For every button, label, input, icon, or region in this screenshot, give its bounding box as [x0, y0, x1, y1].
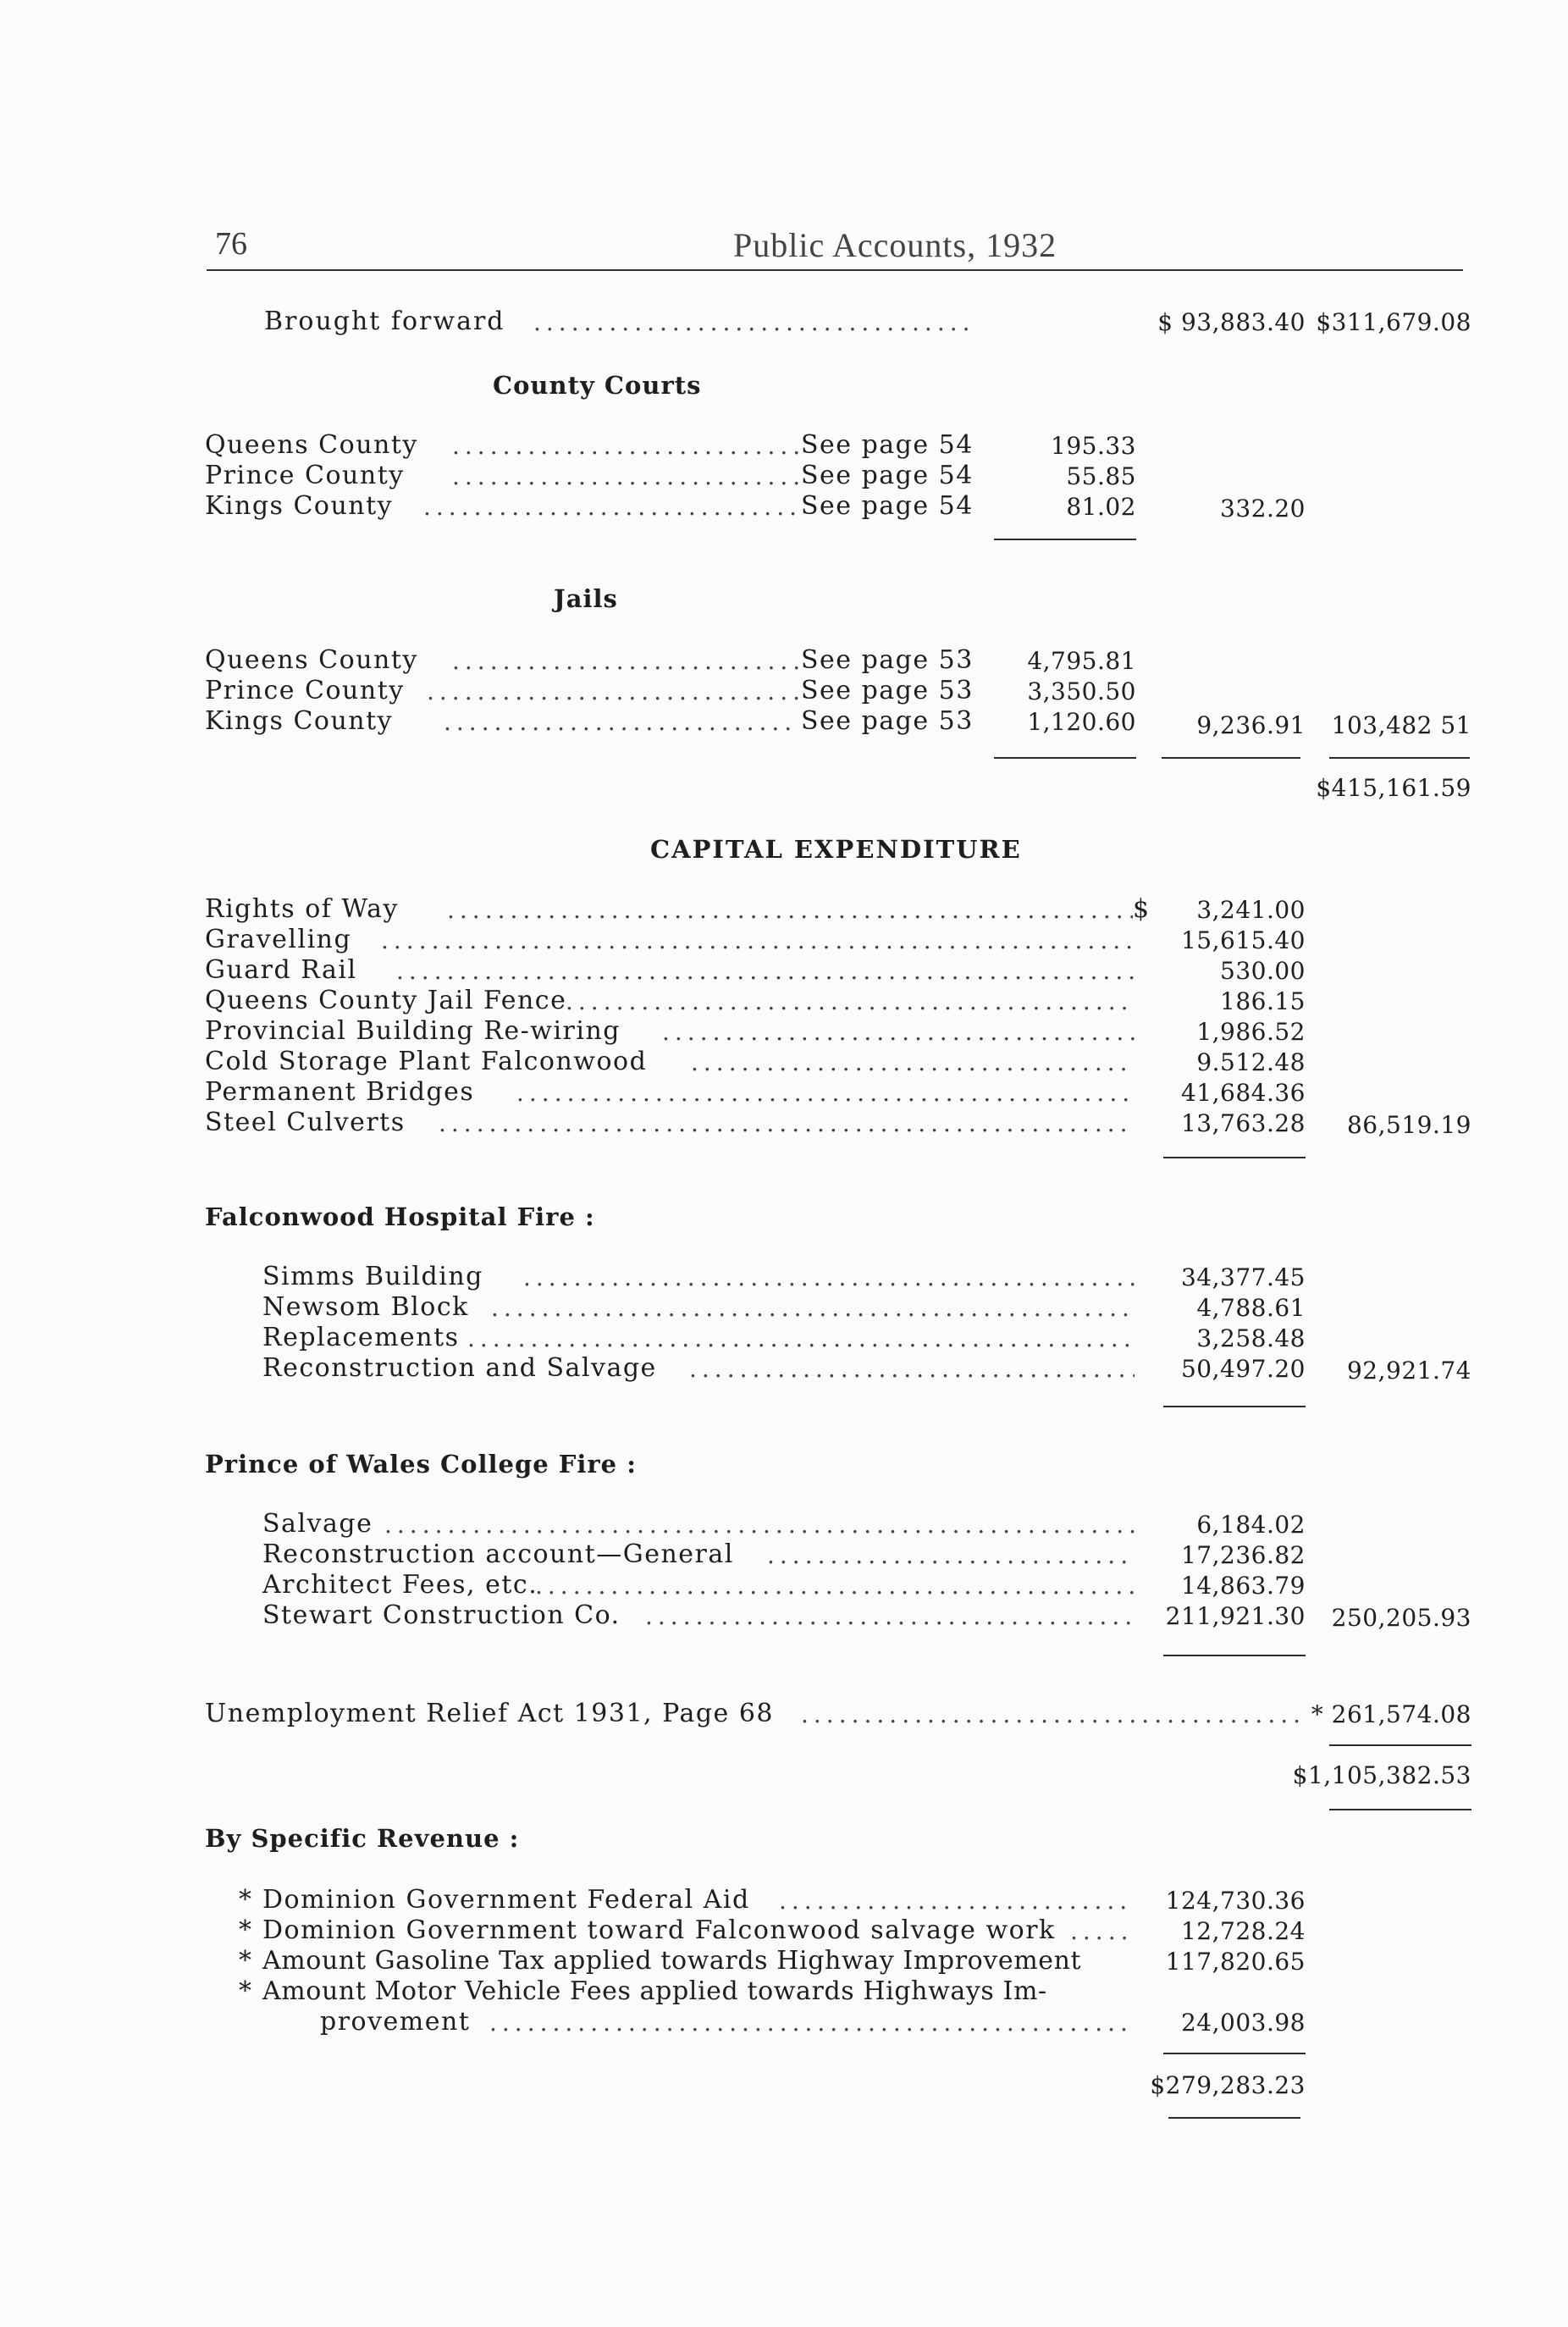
leader-dots [645, 1602, 1135, 1628]
capital-amount: 3,241.00 [1196, 896, 1306, 924]
county-courts-heading: County Courts [493, 371, 702, 400]
leader-dots [1070, 1917, 1126, 1943]
capital-label: Steel Culverts [205, 1108, 406, 1137]
pwc-amount: 14,863.79 [1180, 1572, 1306, 1600]
leader-dots [689, 1355, 1135, 1380]
leader-dots [444, 708, 799, 733]
revenue-amount: 124,730.36 [1165, 1887, 1306, 1915]
capital-amount: 530.00 [1220, 957, 1306, 985]
capital-label: Guard Rail [205, 955, 357, 985]
sum-rule [1162, 757, 1300, 759]
leader-dots [489, 2009, 1126, 2034]
asterisk-mark: * [239, 1946, 253, 1976]
header-rule [207, 269, 1463, 271]
revenue-label: Amount Gasoline Tax applied towards Highway Improvement [262, 1946, 1082, 1976]
revenue-label: Amount Motor Vehicle Fees applied towards Highways Im- [262, 1976, 1047, 2006]
leader-dots [535, 1572, 1135, 1597]
asterisk-mark: * [239, 1885, 253, 1915]
brought-forward-col4: $ 93,883.40 [1157, 308, 1306, 336]
pwc-label: Stewart Construction Co. [262, 1600, 621, 1630]
sum-rule [1329, 757, 1470, 759]
leader-dots [662, 1018, 1135, 1043]
falconwood-amount: 4,788.61 [1196, 1294, 1306, 1322]
capital-label: Provincial Building Re-wiring [205, 1016, 621, 1046]
asterisk-mark: * [239, 1976, 253, 2006]
sum-rule [1163, 1406, 1306, 1407]
leader-dots [447, 896, 1133, 921]
sum-rule [994, 757, 1136, 759]
sum-rule [1163, 1655, 1306, 1656]
revenue-label: Dominion Government Federal Aid [262, 1885, 750, 1915]
pwc-fire-heading: Prince of Wales College Fire : [205, 1450, 637, 1479]
pwc-amount: 17,236.82 [1180, 1541, 1306, 1569]
leader-dots [523, 1263, 1135, 1289]
pwc-label: Architect Fees, etc. [262, 1570, 538, 1600]
jails-heading: Jails [554, 584, 618, 613]
capital-label: Gravelling [205, 925, 352, 954]
pwc-amount: 211,921.30 [1165, 1602, 1306, 1630]
leader-dots [801, 1700, 1300, 1726]
asterisk-mark: * [239, 1915, 253, 1945]
specific-revenue-total: $279,283.23 [1150, 2071, 1306, 2099]
county-courts-amount: 55.85 [1066, 462, 1136, 490]
capital-amount: 1,986.52 [1196, 1018, 1306, 1046]
revenue-amount: 24,003.98 [1180, 2009, 1306, 2037]
capital-label: Permanent Bridges [205, 1077, 475, 1107]
unemployment-label: Unemployment Relief Act 1931, Page 68 [205, 1699, 775, 1728]
county-courts-label: Prince County [205, 461, 405, 490]
leader-dots [452, 432, 799, 457]
capital-heading: CAPITAL EXPENDITURE [650, 835, 1022, 864]
falconwood-total: 92,921.74 [1346, 1357, 1471, 1385]
sum-rule [1329, 1809, 1471, 1810]
jails-total: 9,236.91 [1196, 711, 1306, 739]
county-courts-ref: See page 54 [801, 461, 974, 490]
leader-dots [533, 308, 974, 334]
brought-forward-label: Brought forward [264, 307, 505, 336]
jails-amount: 4,795.81 [1027, 647, 1136, 675]
pwc-total: 250,205.93 [1331, 1604, 1471, 1632]
capital-label: Rights of Way [205, 894, 399, 924]
county-courts-amount: 81.02 [1066, 493, 1136, 521]
leader-dots [691, 1048, 1135, 1074]
sum-rule [1163, 1157, 1306, 1158]
brought-forward-col5: $311,679.08 [1316, 308, 1471, 336]
sum-rule [994, 539, 1136, 540]
jails-label: Kings County [205, 706, 394, 736]
page-number: 76 [215, 226, 247, 262]
unemployment-amount: * 261,574.08 [1311, 1700, 1471, 1728]
falconwood-fire-heading: Falconwood Hospital Fire : [205, 1202, 595, 1231]
jails-ref: See page 53 [801, 676, 974, 705]
leader-dots [767, 1541, 1135, 1567]
pwc-amount: 6,184.02 [1196, 1511, 1306, 1539]
capital-amount: 186.15 [1220, 987, 1306, 1015]
jails-label: Prince County [205, 676, 405, 705]
capital-amount: 15,615.40 [1180, 926, 1306, 954]
county-courts-label: Queens County [205, 430, 418, 460]
sum-rule [1163, 2053, 1306, 2054]
county-courts-amount: 195.33 [1051, 432, 1136, 460]
county-courts-ref: See page 54 [801, 491, 974, 521]
jails-label: Queens County [205, 645, 418, 675]
falconwood-amount: 50,497.20 [1180, 1355, 1306, 1383]
jails-running-total: 103,482 51 [1331, 711, 1471, 739]
revenue-amount: 117,820.65 [1165, 1948, 1306, 1976]
leader-dots [423, 493, 799, 518]
leader-dots [439, 1109, 1135, 1135]
leader-dots [452, 462, 799, 488]
jails-amount: 1,120.60 [1027, 708, 1136, 736]
revenue-label: Dominion Government toward Falconwood salvage work [262, 1915, 1056, 1945]
capital-dollar: $ [1133, 894, 1151, 924]
pwc-label: Salvage [262, 1509, 373, 1539]
leader-dots [384, 1511, 1135, 1536]
capital-total: 86,519.19 [1346, 1111, 1471, 1139]
leader-dots [779, 1887, 1126, 1912]
jails-amount: 3,350.50 [1027, 677, 1136, 705]
leader-dots [396, 957, 1135, 982]
jails-ref: See page 53 [801, 706, 974, 736]
revenue-amount: 12,728.24 [1180, 1917, 1306, 1945]
leader-dots [566, 987, 1135, 1013]
falconwood-label: Reconstruction and Salvage [262, 1353, 657, 1383]
falconwood-label: Newsom Block [262, 1292, 469, 1322]
capital-label: Queens County Jail Fence [205, 986, 567, 1015]
capital-label: Cold Storage Plant Falconwood [205, 1047, 648, 1076]
revenue-label-continued: provement [320, 2007, 471, 2037]
county-courts-label: Kings County [205, 491, 394, 521]
sum-rule [1168, 2117, 1300, 2119]
falconwood-amount: 3,258.48 [1196, 1324, 1306, 1352]
leader-dots [491, 1294, 1135, 1319]
sum-rule [1329, 1744, 1471, 1746]
page-title: Public Accounts, 1932 [733, 226, 1057, 264]
leader-dots [452, 647, 799, 672]
leader-dots [427, 677, 799, 703]
pwc-label: Reconstruction account—General [262, 1539, 734, 1569]
capital-amount: 13,763.28 [1180, 1109, 1306, 1137]
county-courts-total: 332.20 [1220, 495, 1306, 522]
falconwood-label: Simms Building [262, 1262, 483, 1291]
overall-total: $1,105,382.53 [1292, 1761, 1471, 1789]
capital-amount: 9.512.48 [1196, 1048, 1306, 1076]
falconwood-amount: 34,377.45 [1180, 1263, 1306, 1291]
leader-dots [516, 1079, 1135, 1104]
county-courts-ref: See page 54 [801, 430, 974, 460]
jails-grand-total: $415,161.59 [1316, 774, 1471, 802]
falconwood-label: Replacements [262, 1323, 460, 1352]
capital-amount: 41,684.36 [1180, 1079, 1306, 1107]
leader-dots [467, 1324, 1135, 1350]
jails-ref: See page 53 [801, 645, 974, 675]
specific-revenue-heading: By Specific Revenue : [205, 1824, 520, 1853]
leader-dots [381, 926, 1135, 952]
